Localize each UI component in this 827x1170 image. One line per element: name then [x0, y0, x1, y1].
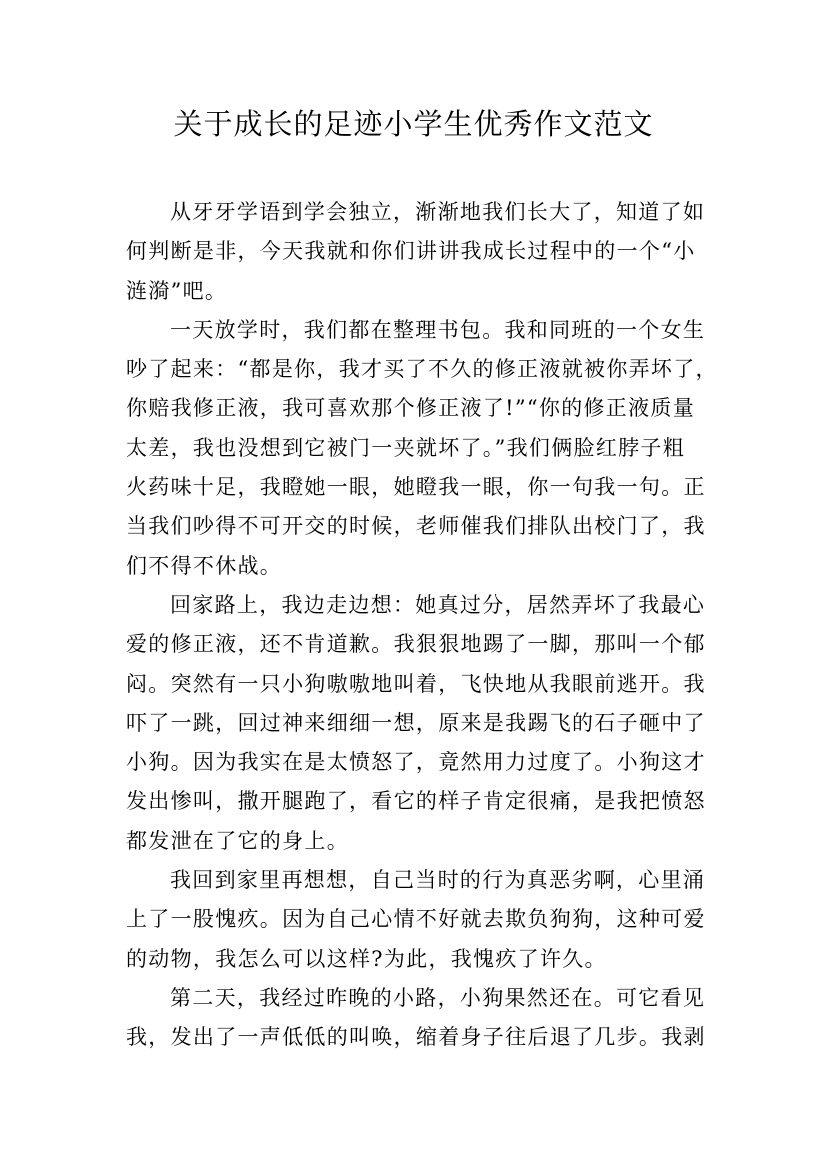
text-line: 第二天，我经过昨晚的小路，小狗果然还在。可它看见 [170, 985, 706, 1010]
text-line: 一天放学时，我们都在整理书包。我和同班的一个女生 [170, 317, 706, 342]
text-line: 都发泄在了它的身上。 [126, 828, 349, 853]
text-line: 涟漪”吧。 [126, 278, 228, 303]
text-line: 当我们吵得不可开交的时候，老师催我们排队出校门了，我 [126, 514, 706, 539]
text-line: 上了一股愧疚。因为自己心情不好就去欺负狗狗，这种可爱 [126, 907, 706, 932]
text-line: 火药味十足，我瞪她一眼，她瞪我一眼，你一句我一句。正 [126, 475, 706, 500]
text-line: 何判断是非，今天我就和你们讲讲我成长过程中的一个“小 [126, 239, 696, 264]
text-line: 闷。突然有一只小狗嗷嗷地叫着，飞快地从我眼前逃开。我 [126, 671, 706, 696]
text-line: 发出惨叫，撒开腿跑了，看它的样子肯定很痛，是我把愤怒 [126, 789, 706, 814]
text-line: 太差，我也没想到它被门一夹就坏了。”我们俩脸红脖子粗 [126, 435, 686, 460]
text-line: 们不得不休战。 [126, 553, 283, 578]
text-line: 吵了起来：“都是你，我才买了不久的修正液就被你弄坏了， [126, 357, 718, 382]
text-line: 回家路上，我边走边想：她真过分，居然弄坏了我最心 [170, 592, 706, 617]
text-line: 从牙牙学语到学会独立，渐渐地我们长大了，知道了如 [170, 200, 706, 224]
text-line: 我，发出了一声低低的叫唤，缩着身子往后退了几步。我剥 [126, 1025, 706, 1050]
essay-body [126, 193, 726, 1058]
text-line: 我回到家里再想想，自己当时的行为真恶劣啊，心里涌 [170, 868, 706, 893]
text-line: 的动物，我怎么可以这样?为此，我愧疚了许久。 [126, 946, 607, 971]
text-line: 吓了一跳，回过神来细细一想，原来是我踢飞的石子砸中了 [126, 710, 706, 735]
document-title: 关于成长的足迹小学生优秀作文范文 [173, 107, 654, 141]
text-line: 小狗。因为我实在是太愤怒了，竟然用力过度了。小狗这才 [126, 750, 706, 775]
text-line: 你赔我修正液，我可喜欢那个修正液了!”“你的修正液质量 [126, 396, 696, 421]
text-line: 爱的修正液，还不肯道歉。我狠狠地踢了一脚，那叫一个郁 [126, 632, 706, 657]
